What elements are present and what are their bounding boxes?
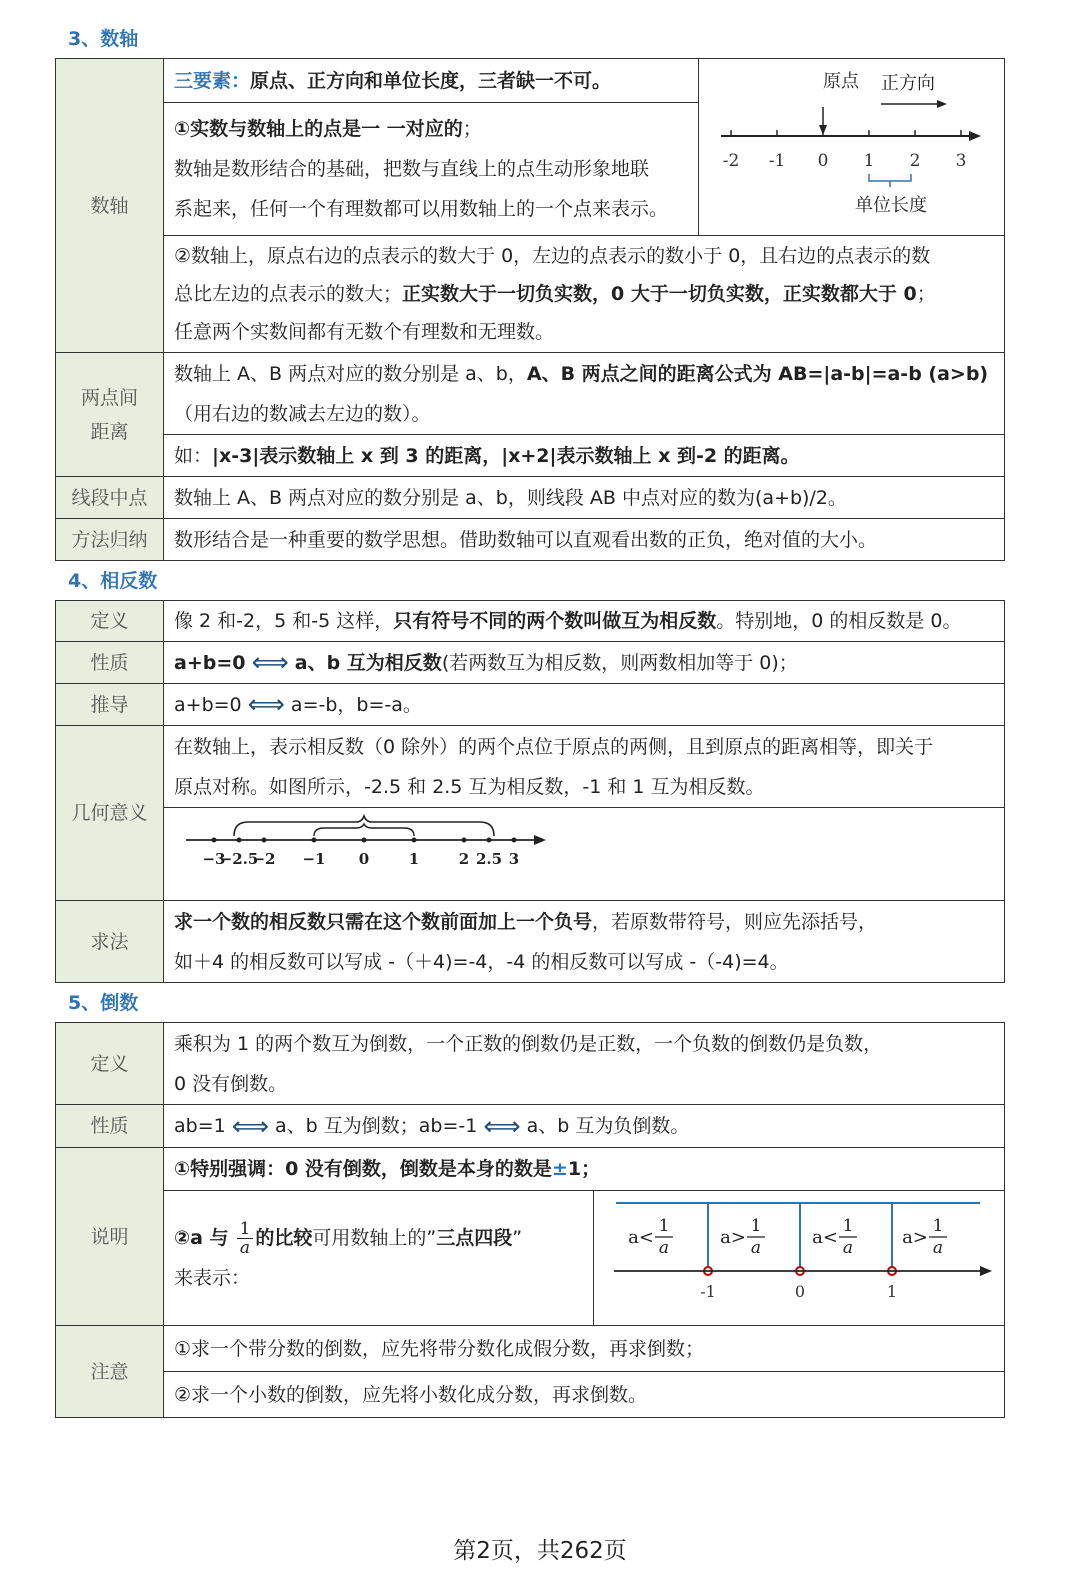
axis-tick-label: -1 (768, 151, 786, 171)
one-over-a-fraction (237, 1220, 254, 1257)
axis-basis-line2: 系起来，任何一个有理数都可以用数轴上的一个点来表示。 (174, 198, 669, 221)
section-5-title: 5、倒数 (68, 992, 139, 1014)
rec-note2-e: ” (512, 1227, 523, 1249)
sym-axis-tick-label: −2.5 (219, 850, 259, 868)
one-to-one-tail: ； (462, 118, 482, 141)
axis-order-line3: 任意两个实数间都有无数个有理数和无理数。 (174, 321, 555, 343)
opposite-method (164, 901, 1005, 983)
number-axis-table (55, 58, 1005, 561)
axis-tick-label: 1 (863, 151, 875, 171)
reciprocal-property (164, 1105, 1005, 1148)
section-3-title: 3、数轴 (68, 28, 139, 50)
opp-def-b: 只有符号不同的两个数叫做互为相反数 (393, 610, 717, 632)
rec-note1-a: ①特别强调：0 没有倒数，倒数是本身的数是 (174, 1158, 552, 1180)
axis-origin-label: 原点 (823, 71, 859, 92)
segment-frac-num: 1 (932, 1216, 944, 1236)
opposite-derivation (164, 684, 1005, 726)
attention-1: ①求一个带分数的倒数，应先将带分数化成假分数，再求倒数； (164, 1326, 1005, 1372)
opp-prop-b: a、b 互为相反数 (294, 651, 442, 674)
one-to-one-paragraph (164, 103, 699, 236)
sym-axis-point (462, 838, 467, 843)
segment-frac-num: 1 (658, 1216, 670, 1236)
page-footer: 第2页，共262页 (453, 1538, 627, 1564)
reciprocal-definition (164, 1023, 1005, 1105)
rec-note2-b: 的比较 (255, 1227, 313, 1249)
distance-label-line2: 距离 (90, 420, 129, 443)
sym-axis-point (262, 838, 267, 843)
opp-prop-c: (若两数互为相反数，则两数相加等于 0)； (441, 651, 798, 674)
segment-compare-label: a< (812, 1227, 838, 1248)
axis-tick-label: 0 (817, 151, 829, 171)
reciprocal-note1 (164, 1148, 1005, 1191)
distance-label-line1: 两点间 (80, 386, 138, 409)
distance-line1a: 数轴上 A、B 两点对应的数分别是 a、b， (174, 362, 527, 385)
axis-tick-label: -2 (722, 151, 740, 171)
geo-line2: 原点对称。如图所示，-2.5 和 2.5 互为相反数，-1 和 1 互为相反数。 (174, 775, 765, 798)
sym-axis-point (212, 838, 217, 843)
segment-tick-label: 0 (794, 1282, 806, 1301)
row-label-howto: 求法 (56, 901, 164, 983)
double-arrow-icon: ⟺ (231, 1111, 269, 1142)
distance-line2: （用右边的数减去左边的数）。 (174, 402, 431, 425)
rec-note2-a: ②a 与 (174, 1227, 229, 1249)
method-text: 数形结合是一种重要的数学思想。借助数轴可以直观看出数的正负，绝对值的大小。 (164, 519, 1005, 561)
rec-prop-b: a、b 互为倒数；ab=-1 (275, 1115, 478, 1137)
unit-length-label: 单位长度 (855, 195, 927, 216)
sym-axis-tick-label: −1 (302, 850, 326, 868)
axis-basis-line1: 数轴是数形结合的基础，把数与直线上的点生动形象地联 (174, 158, 650, 181)
sym-axis-point (312, 838, 317, 843)
segment-compare-label: a< (628, 1227, 654, 1248)
fraction-numerator: 1 (237, 1220, 254, 1239)
distance-example-text: |x-3|表示数轴上 x 到 3 的距离，|x+2|表示数轴上 x 到-2 的距离。 (212, 444, 800, 467)
sym-axis-tick-label: 1 (408, 850, 420, 868)
segment-frac-den: a (750, 1238, 762, 1258)
double-arrow-icon: ⟺ (251, 648, 289, 678)
row-label-midpoint: 线段中点 (56, 477, 164, 519)
row-label-attention: 注意 (56, 1326, 164, 1418)
number-axis-figure (699, 59, 1003, 221)
axis-order-line2a: 总比左边的点表示的数大； (174, 283, 403, 305)
segments-axis-arrowhead (980, 1266, 992, 1276)
rec-note2-d: 三点四段 (436, 1227, 513, 1249)
one-to-one-text: ①实数与数轴上的点是一 一对应的 (174, 118, 463, 141)
sym-axis-tick-label: 2 (458, 850, 470, 868)
segment-frac-den: a (842, 1238, 854, 1258)
sym-axis-point (237, 838, 242, 843)
rec-def-line2: 0 没有倒数。 (174, 1072, 288, 1095)
attention-2: ②求一个小数的倒数，应先将小数化成分数，再求倒数。 (164, 1372, 1005, 1418)
three-points-four-segments-figure (594, 1191, 1003, 1311)
segment-frac-den: a (932, 1238, 944, 1258)
opposite-property (164, 642, 1005, 684)
reciprocal-note2 (164, 1191, 594, 1326)
segment-tick-label: -1 (700, 1282, 716, 1301)
rec-prop-c: a、b 互为负倒数。 (526, 1115, 690, 1137)
opposite-number-table (55, 600, 1005, 983)
reciprocal-table (55, 1022, 1005, 1418)
three-elements-key: 三要素： (174, 69, 251, 92)
fraction-denominator: a (239, 1238, 251, 1258)
segment-compare-label: a> (902, 1227, 928, 1248)
opp-prop-a: a+b=0 (174, 651, 246, 674)
row-label-prop: 性质 (56, 642, 164, 684)
segment-compare-label: a> (720, 1227, 746, 1248)
distance-line1b: A、B 两点之间的距离公式为 AB=|a-b|=a-b (a>b) (526, 362, 989, 385)
row-label-def: 定义 (56, 601, 164, 642)
axis-tick-label: 3 (955, 151, 967, 171)
axis-order-line2b: 正实数大于一切负实数，0 大于一切负实数，正实数都大于 0 (402, 283, 917, 305)
rec-note2-line2: 来表示： (174, 1267, 251, 1289)
plus-minus-sign: ± (551, 1158, 568, 1180)
rec-def-line1: 乘积为 1 的两个数互为倒数，一个正数的倒数仍是正数，一个负数的倒数仍是负数， (174, 1032, 883, 1055)
three-elements (164, 59, 699, 103)
opposite-definition (164, 601, 1005, 642)
row-label-distance (56, 353, 164, 477)
sym-axis-point (487, 838, 492, 843)
row-label-deriv: 推导 (56, 684, 164, 726)
sym-axis-tick-label: 0 (358, 850, 370, 868)
axis-order-line1: ②数轴上，原点右边的点表示的数大于 0，左边的点表示的数小于 0，且右边的点表示的数 (174, 245, 931, 267)
geo-line1: 在数轴上，表示相反数（0 除外）的两个点位于原点的两侧，且到原点的距离相等，即关于 (174, 735, 934, 758)
sym-axis-point (362, 838, 367, 843)
symmetric-number-axis (164, 808, 584, 886)
opp-deriv-b: a=-b，b=-a。 (290, 693, 422, 716)
distance-formula (164, 353, 1005, 435)
sym-axis-tick-label: −3 (202, 850, 226, 868)
opp-deriv-a: a+b=0 (174, 693, 242, 716)
row-label-rec-prop: 性质 (56, 1105, 164, 1148)
segment-tick-label: 1 (886, 1282, 898, 1301)
symmetry-brace-inner (314, 824, 414, 836)
positive-arrowhead (937, 100, 947, 108)
axis-order-line2c: ； (916, 283, 936, 305)
symmetric-axis-cell (164, 808, 1005, 901)
sym-axis-point (412, 838, 417, 843)
opp-def-a: 像 2 和-2，5 和-5 这样， (174, 610, 394, 632)
rec-prop-a: ab=1 (174, 1115, 226, 1137)
segment-frac-num: 1 (842, 1216, 854, 1236)
row-label-note: 说明 (56, 1148, 164, 1326)
distance-example-prefix: 如： (174, 444, 213, 467)
axis-figure-cell (699, 59, 1005, 236)
axis-tick-label: 2 (909, 151, 921, 171)
row-label-rec-def: 定义 (56, 1023, 164, 1105)
opp-method-b: ，若原数带符号，则应先添括号， (592, 910, 878, 933)
segment-frac-num: 1 (750, 1216, 762, 1236)
symmetry-brace-outer (234, 816, 494, 836)
double-arrow-icon: ⟺ (483, 1111, 521, 1142)
opp-method-a: 求一个数的相反数只需在这个数前面加上一个负号 (174, 910, 593, 933)
opp-method-line2: 如＋4 的相反数可以写成 -（＋4)=-4，-4 的相反数可以写成 -（-4)=4。 (174, 950, 789, 973)
axis-positive-label: 正方向 (881, 73, 935, 94)
sym-axis-tick-label: 2.5 (475, 850, 503, 868)
sym-axis-tick-label: 3 (508, 850, 520, 868)
three-points-four-segments-cell (594, 1191, 1005, 1326)
sym-axis-point (512, 838, 517, 843)
row-label-method: 方法归纳 (56, 519, 164, 561)
sym-axis-arrowhead (534, 835, 546, 845)
three-elements-text: 原点、正方向和单位长度，三者缺一不可。 (250, 69, 612, 92)
unit-length-bracket (869, 174, 911, 181)
double-arrow-icon: ⟺ (247, 690, 285, 720)
row-label-number-axis: 数轴 (56, 59, 164, 353)
section-4-title: 4、相反数 (68, 570, 158, 592)
rec-note2-c: 可用数轴上的” (312, 1227, 437, 1249)
rec-note1-b: 1； (567, 1158, 601, 1180)
geometric-meaning (164, 726, 1005, 808)
segment-frac-den: a (658, 1238, 670, 1258)
row-label-geo: 几何意义 (56, 726, 164, 901)
opp-def-c: 。特别地，0 的相反数是 0。 (716, 610, 962, 632)
axis-order-paragraph (164, 236, 1005, 353)
midpoint-text: 数轴上 A、B 两点对应的数分别是 a、b，则线段 AB 中点对应的数为(a+b)/2。 (164, 477, 1005, 519)
axis-arrowhead (969, 131, 981, 141)
sym-axis-tick-label: −2 (252, 850, 276, 868)
distance-example (164, 435, 1005, 477)
